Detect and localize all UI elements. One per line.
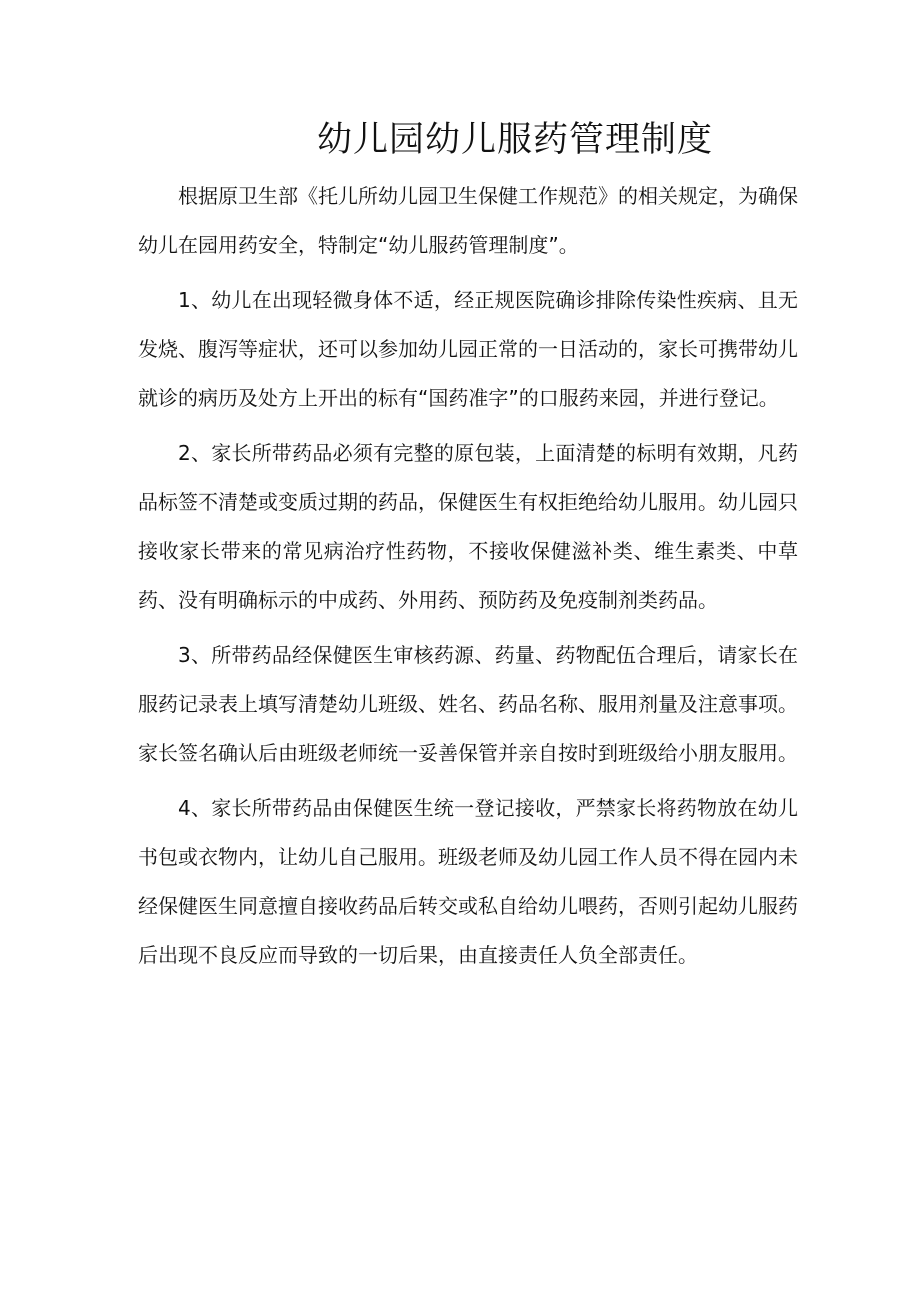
intro-paragraph: 根据原卫生部《托儿所幼儿园卫生保健工作规范》的相关规定，为确保幼儿在园用药安全，特制定“幼儿服药管理制度”。 <box>138 184 798 257</box>
rule-paragraph-2: 2、家长所带药品必须有完整的原包装，上面清楚的标明有效期，凡药品标签不清楚或变质过期的药品，保健医生有权拒绝给幼儿服用。幼儿园只接收家长带来的常见病治疗性药物，不接收保健滋补类、维生素类、中草药、没有明确标示的中成药、外用药、预防药及免疫制剂类药品。 <box>138 441 798 612</box>
rule-paragraph-4: 4、家长所带药品由保健医生统一登记接收，严禁家长将药物放在幼儿书包或衣物内，让幼儿自己服用。班级老师及幼儿园工作人员不得在园内未经保健医生同意擅自接收药品后转交或私自给幼儿喂药，否则引起幼儿服药后出现不良反应而导致的一切后果，由直接责任人负全部责任。 <box>138 796 798 967</box>
rule-paragraph-3: 3、所带药品经保健医生审核药源、药量、药物配伍合理后，请家长在服药记录表上填写清楚幼儿班级、姓名、药品名称、服用剂量及注意事项。家长签名确认后由班级老师统一妥善保管并亲自按时到班级给小朋友服用。 <box>138 643 798 765</box>
document-body <box>138 172 798 986</box>
rule-paragraph-1: 1、幼儿在出现轻微身体不适，经正规医院确诊排除传染性疾病、且无发烧、腹泻等症状，还可以参加幼儿园正常的一日活动的，家长可携带幼儿就诊的病历及处方上开出的标有“国药准字”的口服药来园，并进行登记。 <box>138 288 798 410</box>
document-title: 幼儿园幼儿服药管理制度 <box>316 120 713 160</box>
